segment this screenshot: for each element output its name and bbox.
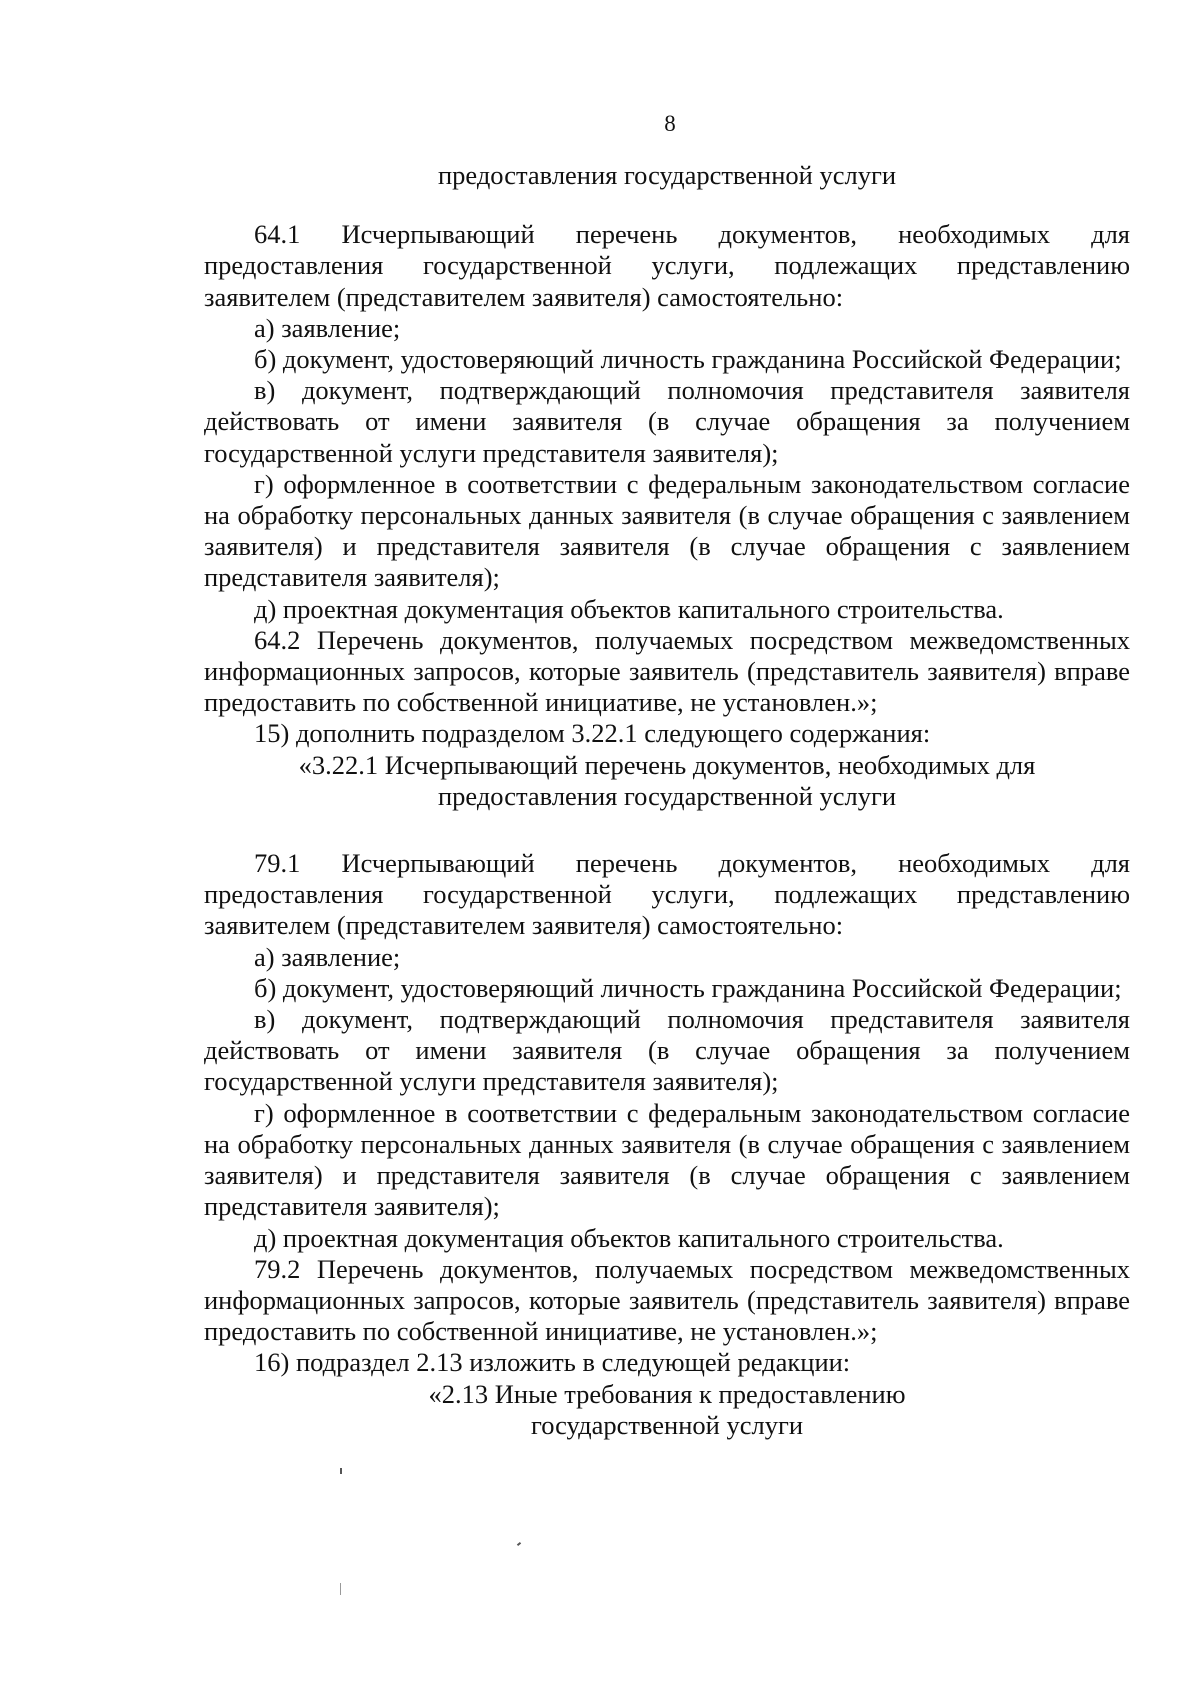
list-item-79-a: а) заявление; [254, 941, 401, 972]
list-item-64-b: б) документ, удостоверяющий личность гражданина Российской Федерации; [254, 344, 1122, 375]
subsection-heading-3-22-1-line1: «3.22.1 Исчерпывающий перечень документов, необходимых для [298, 749, 1036, 780]
paragraph-64-2: 64.2 Перечень документов, получаемых посредством межведомственных информационных запросов, которые заявитель (представитель заявителя) вправе предоставить по собственной инициативе, не установлен.»; [204, 624, 1130, 718]
list-item-64-d: д) проектная документация объектов капитального строительства. [254, 593, 1004, 624]
list-item-79-b: б) документ, удостоверяющий личность гражданина Российской Федерации; [254, 972, 1122, 1003]
scan-artifact-dot [340, 1468, 342, 1474]
list-item-64-g: г) оформленное в соответствии с федеральным законодательством согласие на обработку персональных данных заявителя (в случае обращения с заявлением заявителя) и представителя заявителя (в случае обращения с заявлением представителя заявителя); [204, 468, 1130, 593]
list-item-79-v: в) документ, подтверждающий полномочия представителя заявителя действовать от имени заявителя (в случае обращения за получением государственной услуги представителя заявителя); [204, 1004, 1130, 1097]
paragraph-79-1: 79.1 Исчерпывающий перечень документов, необходимых для предоставления государственной услуги, подлежащих представлению заявителем (представителем заявителя) самостоятельно: [204, 848, 1130, 941]
page-number: 8 [664, 111, 676, 136]
paragraph-64-1: 64.1 Исчерпывающий перечень документов, необходимых для предоставления государственной услуги, подлежащих представлению заявителем (представителем заявителя) самостоятельно: [204, 219, 1130, 312]
document-body [204, 160, 1130, 1441]
subsection-heading-3-22-1-line2: предоставления государственной услуги [437, 780, 897, 811]
scan-artifact-dash [517, 1542, 521, 1546]
subsection-heading-2-13-line1: «2.13 Иные требования к предоставлению [428, 1378, 906, 1409]
paragraph-79-2: 79.2 Перечень документов, получаемых посредством межведомственных информационных запросов, которые заявитель (представитель заявителя) вправе предоставить по собственной инициативе, не установлен.»; [204, 1253, 1130, 1347]
list-item-79-d: д) проектная документация объектов капитального строительства. [254, 1222, 1004, 1253]
amendment-item-16: 16) подраздел 2.13 изложить в следующей редакции: [254, 1347, 851, 1378]
scan-artifact-tick [340, 1583, 341, 1595]
list-item-79-g: г) оформленное в соответствии с федеральным законодательством согласие на обработку персональных данных заявителя (в случае обращения с заявлением заявителя) и представителя заявителя (в случае обращения с заявлением представителя заявителя); [204, 1097, 1130, 1222]
section-heading-continuation: предоставления государственной услуги [437, 160, 897, 190]
list-item-64-v: в) документ, подтверждающий полномочия представителя заявителя действовать от имени заявителя (в случае обращения за получением государственной услуги представителя заявителя); [204, 375, 1130, 468]
amendment-item-15: 15) дополнить подразделом 3.22.1 следующего содержания: [254, 718, 931, 749]
list-item-64-a: а) заявление; [254, 312, 401, 343]
subsection-heading-2-13-line2: государственной услуги [530, 1409, 804, 1440]
